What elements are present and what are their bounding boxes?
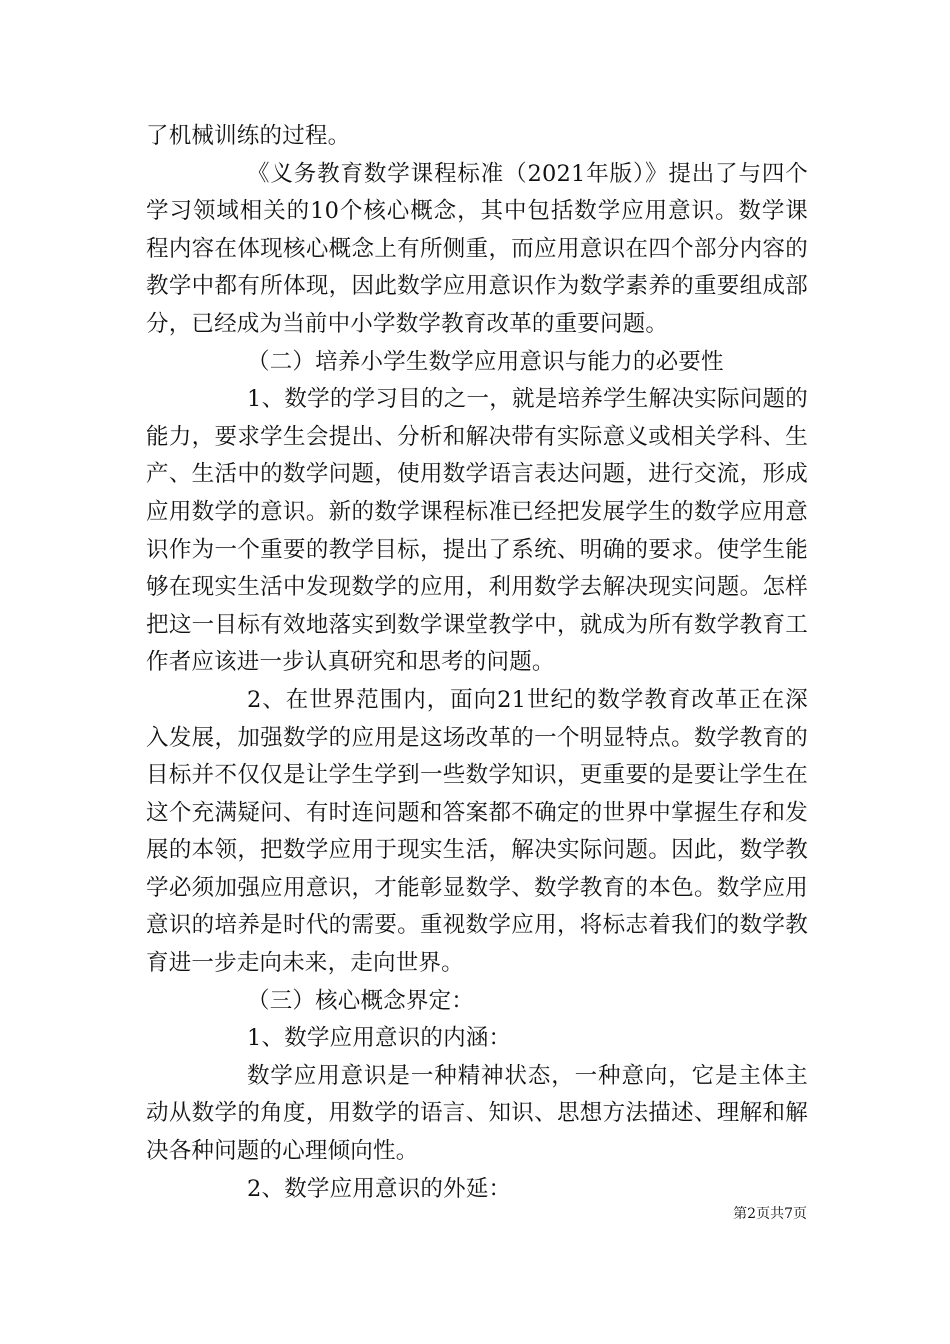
section-heading: （二）培养小学生数学应用意识与能力的必要性 [247, 348, 724, 375]
subsection-heading: 2、数学应用意识的外延： [247, 1175, 512, 1202]
subsection-heading: 1、数学应用意识的内涵： [247, 1025, 512, 1052]
document-body [146, 118, 808, 1208]
section-heading: （三）核心概念界定： [247, 987, 475, 1014]
paragraph: 2、在世界范围内，面向21世纪的数学教育改革正在深入发展，加强数学的应用是这场改革的一个明显特点。数学教育的目标并不仅仅是让学生学到一些数学知识，更重要的是要让学生在这个充满疑问、有时连问题和答案都不确定的世界中掌握生存和发展的本领，把数学应用于现实生活，解决实际问题。因此，数学教学必须加强应用意识，才能彰显数学、数学教育的本色。数学应用意识的培养是时代的需要。重视数学应用，将标志着我们的数学教育进一步走向未来，走向世界。 [146, 686, 808, 977]
page-number-footer: 第2页共7页 [733, 1206, 807, 1222]
paragraph: 1、数学的学习目的之一，就是培养学生解决实际问题的能力，要求学生会提出、分析和解决带有实际意义或相关学科、生产、生活中的数学问题，使用数学语言表达问题，进行交流，形成应用数学的意识。新的数学课程标准已经把发展学生的数学应用意识作为一个重要的教学目标，提出了系统、明确的要求。使学生能够在现实生活中发现数学的应用，利用数学去解决现实问题。怎样把这一目标有效地落实到数学课堂教学中，就成为所有数学教育工作者应该进一步认真研究和思考的问题。 [146, 386, 808, 676]
paragraph: 数学应用意识是一种精神状态，一种意向，它是主体主动从数学的角度，用数学的语言、知识、思想方法描述、理解和解决各种问题的心理倾向性。 [146, 1062, 808, 1165]
paragraph: 《义务教育数学课程标准（2021年版）》提出了与四个学习领域相关的10个核心概念，其中包括数学应用意识。数学课程内容在体现核心概念上有所侧重，而应用意识在四个部分内容的教学中都有所体现，因此数学应用意识作为数学素养的重要组成部分，已经成为当前中小学数学教育改革的重要问题。 [146, 160, 808, 337]
paragraph: 了机械训练的过程。 [146, 123, 351, 149]
